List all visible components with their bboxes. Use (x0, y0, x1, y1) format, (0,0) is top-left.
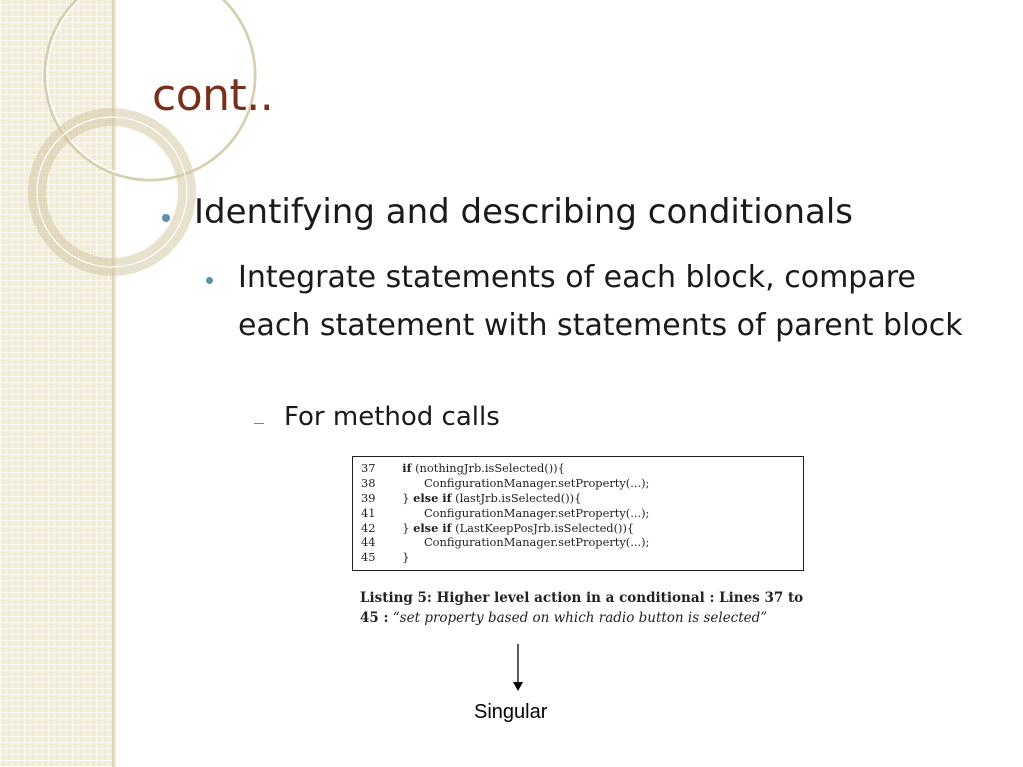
slide-title: cont.. (152, 70, 274, 121)
sidebar-edge (112, 0, 116, 767)
caption-bold-text: Listing 5: Higher level action in a conditional : Lines 37 to 45 : (360, 590, 804, 626)
bullet-level3-text: For method calls (284, 402, 500, 432)
bullet-level2 (206, 254, 966, 350)
bullet-level3 (254, 402, 854, 432)
code-listing (352, 456, 804, 571)
bullet-level1 (162, 192, 982, 232)
code-line: 38 ConfigurationManager.setProperty(...); (361, 475, 650, 490)
code-line: 45 } (361, 550, 410, 565)
caption-italic-text: “set property based on which radio button is selected” (392, 610, 768, 626)
decorative-sidebar (0, 0, 112, 767)
down-arrow-icon (510, 644, 526, 692)
listing-caption (360, 588, 810, 628)
code-line: 41 ConfigurationManager.setProperty(...); (361, 505, 650, 520)
bullet-dash-icon (254, 423, 264, 424)
bullet-level2-text: Integrate statements of each block, compare each statement with statements of parent block (238, 260, 963, 343)
code-line: 39 } else if (lastJrb.isSelected()){ (361, 490, 582, 505)
code-line: 44 ConfigurationManager.setProperty(...); (361, 535, 650, 550)
singular-label: Singular (474, 701, 548, 723)
bullet-dot-icon (206, 277, 213, 284)
code-line: 42 } else if (LastKeepPosJrb.isSelected()){ (361, 520, 635, 535)
bullet-dot-icon (162, 214, 170, 222)
bullet-level1-text: Identifying and describing conditionals (194, 192, 853, 232)
code-line: 37 if (nothingJrb.isSelected()){ (361, 461, 565, 475)
